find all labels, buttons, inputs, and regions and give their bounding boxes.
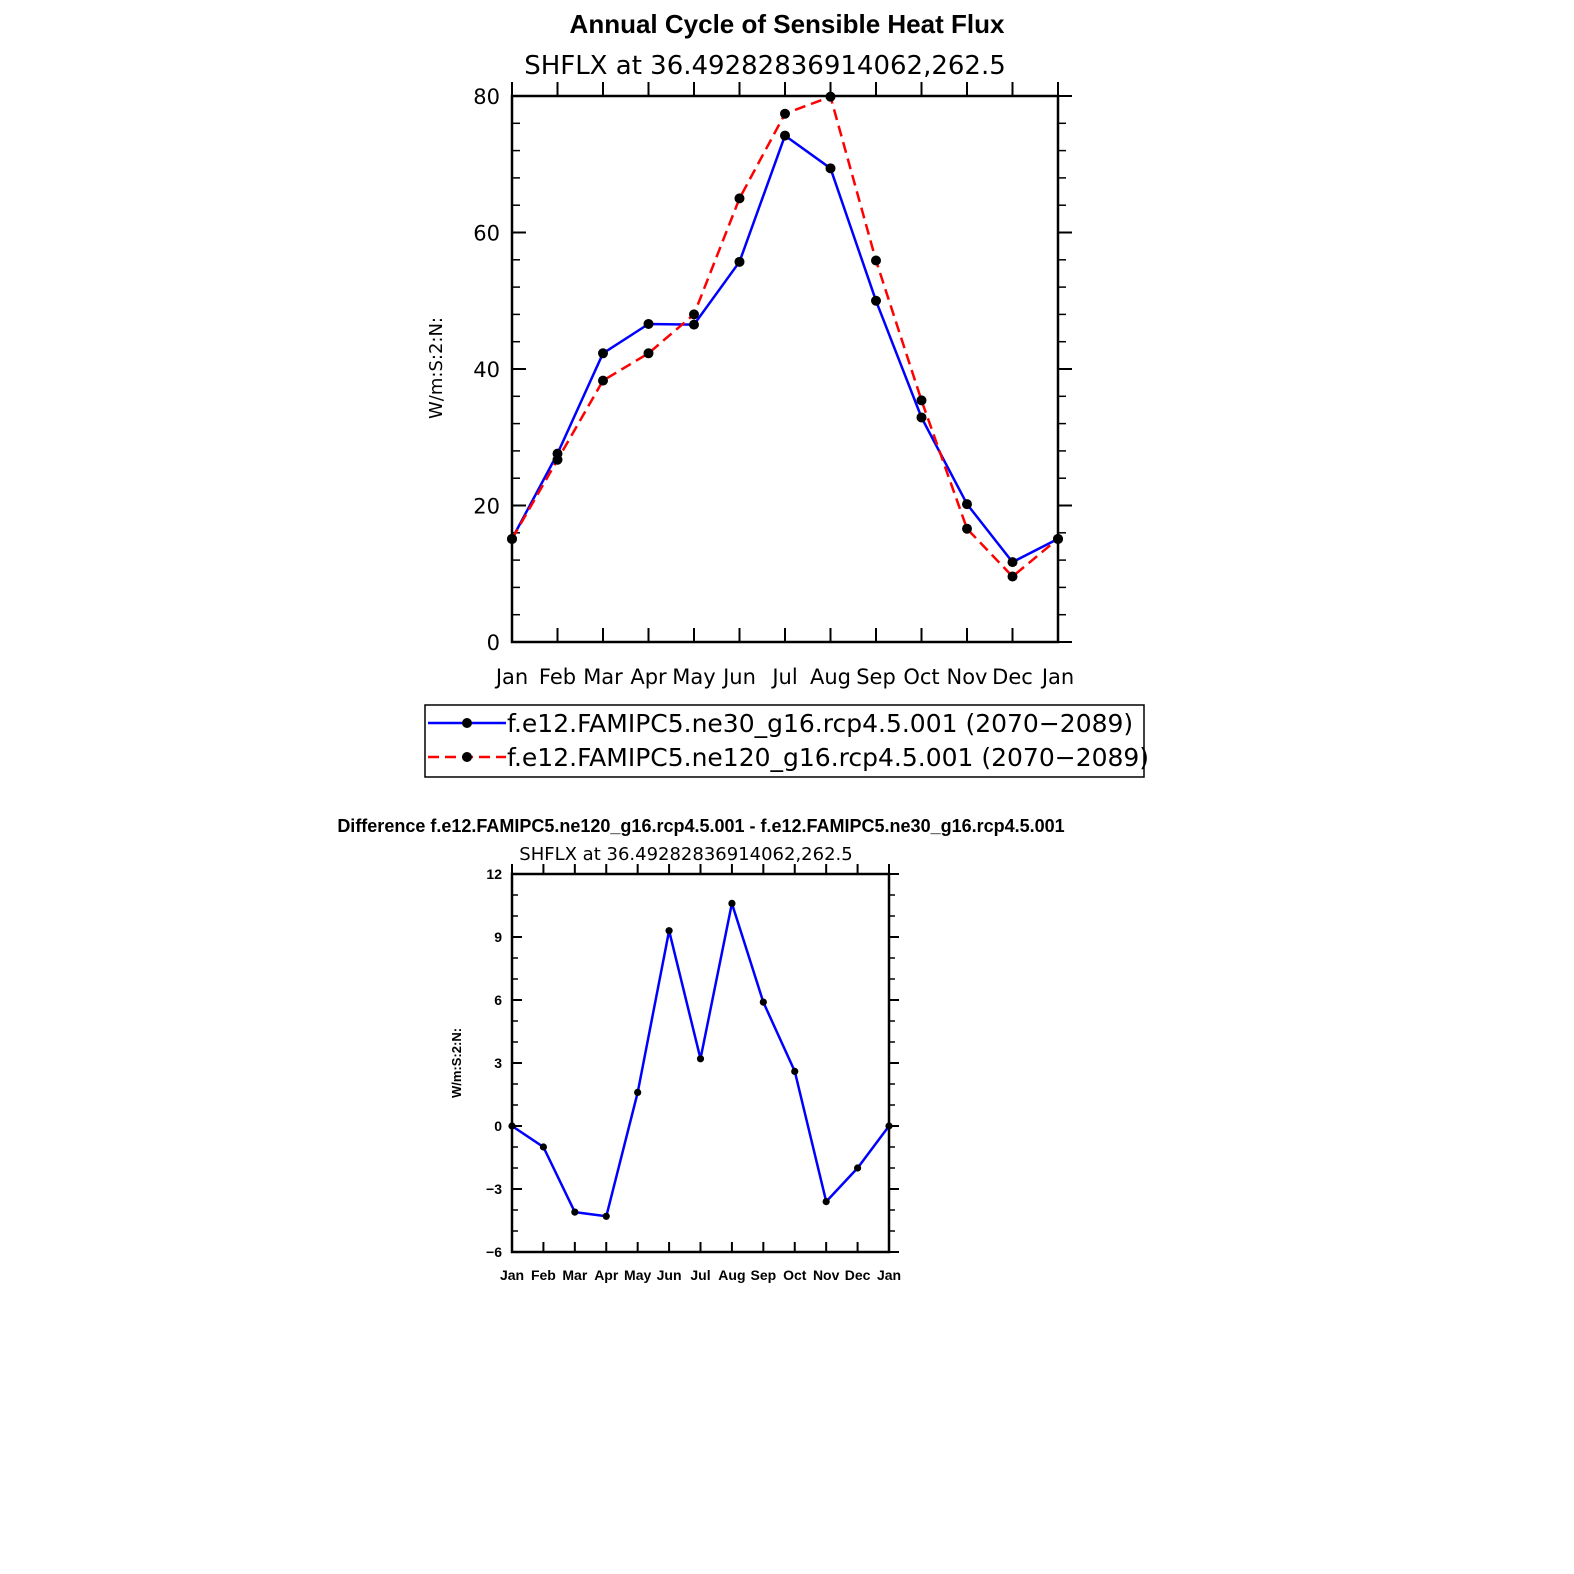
chart1-ticks [512, 82, 1072, 642]
chart2-series-points [508, 900, 892, 1220]
data-point-series-1 [917, 412, 927, 422]
x-tick-label: Apr [630, 665, 667, 689]
data-point-series-1 [665, 927, 672, 934]
data-point-series-1 [735, 257, 745, 267]
data-point-series-1 [540, 1143, 547, 1150]
x-tick-label: Jan [495, 665, 529, 689]
data-point-series-1 [760, 999, 767, 1006]
y-tick-label: 40 [473, 358, 500, 382]
x-tick-label: Aug [718, 1267, 746, 1283]
x-tick-label: Sep [856, 665, 896, 689]
x-tick-label: Jan [499, 1267, 525, 1283]
x-tick-label: Jun [723, 665, 756, 689]
chart2-ticks [512, 864, 899, 1252]
chart2-subtitle: SHFLX at 36.49282836914062,262.5 [519, 844, 853, 865]
chart2-x-tick-labels [500, 1267, 901, 1283]
data-point-series-1 [791, 1068, 798, 1075]
y-tick-label: 20 [473, 494, 500, 519]
x-tick-label: May [672, 665, 716, 689]
data-point-series-1 [728, 900, 735, 907]
y-tick-label: 6 [494, 992, 502, 1008]
data-point-series-2 [553, 455, 563, 465]
x-tick-label: Sep [750, 1267, 777, 1283]
y-tick-label: 9 [494, 929, 502, 945]
difference-chart [337, 816, 1064, 1283]
x-tick-label: Dec [992, 665, 1033, 689]
data-point-series-1 [854, 1164, 861, 1171]
chart1-plot-frame [512, 96, 1058, 642]
x-tick-label: Oct [903, 665, 940, 689]
y-tick-label: 0 [486, 631, 500, 655]
y-tick-label: 12 [486, 866, 502, 882]
data-point-series-2 [917, 395, 927, 405]
x-tick-label: Jul [690, 1267, 711, 1283]
x-tick-label: Feb [530, 1267, 556, 1283]
data-point-series-1 [634, 1089, 641, 1096]
legend-label-ne30: f.e12.FAMIPC5.ne30_g16.rcp4.5.001 (2070−2089) [507, 709, 1134, 738]
legend-marker-ne30 [462, 718, 472, 728]
data-point-series-2 [780, 109, 790, 119]
x-tick-label: Nov [946, 665, 988, 689]
chart1-x-tick-labels [494, 665, 1074, 689]
chart1-y-tick-labels [473, 85, 500, 655]
data-point-series-2 [1008, 571, 1018, 581]
x-tick-label: Dec [844, 1267, 871, 1283]
chart2-title: Difference f.e12.FAMIPC5.ne120_g16.rcp4.5.001 - f.e12.FAMIPC5.ne30_g16.rcp4.5.001 [337, 816, 1065, 836]
data-point-series-2 [962, 524, 972, 534]
data-point-series-1 [1008, 557, 1018, 567]
data-point-series-1 [780, 131, 790, 141]
x-tick-label: Mar [562, 1267, 588, 1283]
x-tick-label: Nov [812, 1267, 840, 1283]
y-tick-label: 80 [473, 85, 500, 109]
data-point-series-1 [826, 163, 836, 173]
chart1-series-points [507, 92, 1063, 582]
data-point-series-2 [689, 309, 699, 319]
data-point-series-1 [962, 499, 972, 509]
data-point-series-1 [571, 1209, 578, 1216]
data-point-series-1 [689, 320, 699, 330]
x-tick-label: Jan [876, 1267, 902, 1283]
series-line-1 [512, 136, 1058, 562]
data-point-series-1 [697, 1055, 704, 1062]
x-tick-label: May [624, 1267, 652, 1283]
x-tick-label: Jan [1041, 665, 1075, 689]
x-tick-label: Jun [656, 1267, 682, 1283]
data-point-series-1 [598, 348, 608, 358]
chart2-y-axis-label: W/m:S:2:N: [449, 1027, 464, 1099]
data-point-series-2 [871, 255, 881, 265]
chart1-title: Annual Cycle of Sensible Heat Flux [569, 9, 1005, 39]
y-tick-label: 60 [473, 221, 500, 246]
data-point-series-1 [871, 296, 881, 306]
data-point-series-2 [735, 193, 745, 203]
data-point-series-1 [823, 1198, 830, 1205]
annual-cycle-chart [425, 9, 1149, 777]
x-tick-label: Jul [772, 665, 798, 689]
chart2-y-tick-labels [486, 866, 502, 1260]
y-tick-label: 3 [494, 1055, 502, 1071]
data-point-series-2 [644, 348, 654, 358]
x-tick-label: Oct [783, 1267, 807, 1283]
series-line-2 [512, 97, 1058, 577]
y-tick-label: 0 [494, 1118, 502, 1134]
legend-entry-ne120 [428, 743, 1149, 772]
legend-marker-ne120 [462, 752, 472, 762]
y-tick-label: −6 [486, 1244, 502, 1260]
y-tick-label: −3 [486, 1181, 502, 1197]
x-tick-label: Apr [594, 1267, 619, 1283]
x-tick-label: Aug [809, 665, 852, 689]
x-tick-label: Feb [538, 665, 577, 689]
data-point-series-1 [603, 1213, 610, 1220]
chart1-series-lines [512, 97, 1058, 577]
chart1-subtitle: SHFLX at 36.49282836914062,262.5 [524, 51, 1006, 81]
chart1-legend [425, 705, 1149, 777]
data-point-series-1 [644, 319, 654, 329]
chart1-y-axis-label: W/m:S:2:N: [426, 317, 447, 419]
x-tick-label: Mar [583, 665, 623, 689]
legend-label-ne120: f.e12.FAMIPC5.ne120_g16.rcp4.5.001 (2070−2089) [507, 743, 1150, 772]
data-point-series-2 [598, 376, 608, 386]
legend-entry-ne30 [428, 709, 1133, 738]
